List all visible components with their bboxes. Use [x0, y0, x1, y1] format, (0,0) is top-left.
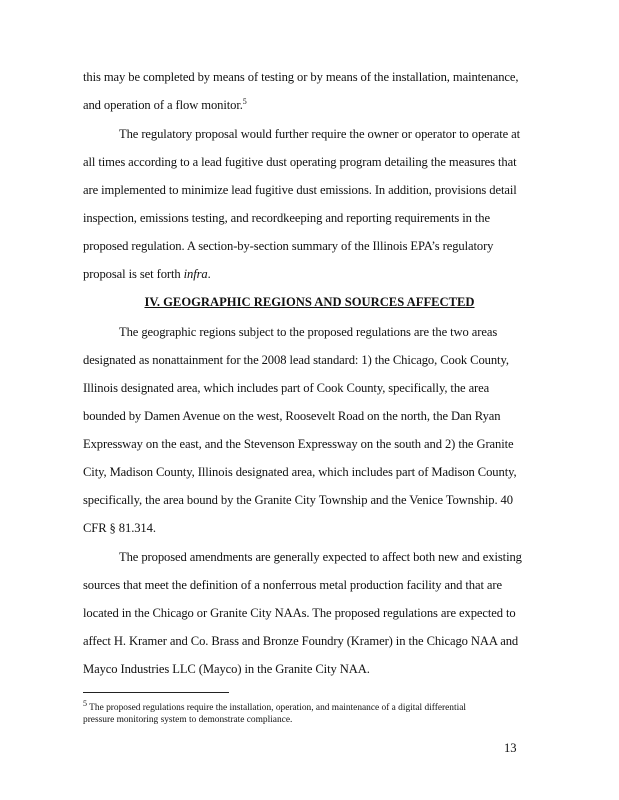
para2-line-4: inspection, emissions testing, and recordkeeping and reporting requirements in the	[83, 211, 490, 225]
footnote-ref: 5	[242, 96, 247, 106]
para2-line-6-prefix: proposal is set forth	[83, 267, 184, 281]
para4-line-3: located in the Chicago or Granite City NAAs. The proposed regulations are expected to	[83, 606, 516, 620]
para3-line-8: CFR § 81.314.	[83, 521, 156, 535]
footnote-line-2: pressure monitoring system to demonstrate compliance.	[83, 715, 293, 725]
footnote-line-1	[83, 698, 466, 714]
footnote-line-1-text: The proposed regulations require the installation, operation, and maintenance of a digital differential	[87, 703, 466, 713]
footnote-marker: 5	[83, 698, 87, 708]
para4-line-2: sources that meet the definition of a nonferrous metal production facility and that are	[83, 578, 502, 592]
para2-line-2: all times according to a lead fugitive dust operating program detailing the measures that	[83, 155, 517, 169]
para3-line-4: bounded by Damen Avenue on the west, Roosevelt Road on the north, the Dan Ryan	[83, 409, 501, 423]
para3-line-6: City, Madison County, Illinois designated area, which includes part of Madison County,	[83, 465, 517, 479]
para2-italic-infra: infra	[183, 267, 208, 281]
footnote-rule	[83, 692, 229, 693]
para1-line-1: this may be completed by means of testing or by means of the installation, maintenance,	[83, 70, 519, 84]
para2-line-6	[83, 266, 523, 282]
para1-line-2	[83, 97, 523, 113]
para2-line-3: are implemented to minimize lead fugitive dust emissions. In addition, provisions detail	[83, 183, 517, 197]
para3-line-3: Illinois designated area, which includes part of Cook County, specifically, the area	[83, 381, 490, 395]
para4-line-1: The proposed amendments are generally expected to affect both new and existing	[119, 550, 522, 564]
para3-line-2: designated as nonattainment for the 2008 lead standard: 1) the Chicago, Cook County,	[83, 353, 509, 367]
para4-line-4: affect H. Kramer and Co. Brass and Bronze Foundry (Kramer) in the Chicago NAA and	[83, 634, 519, 648]
section-heading: IV. GEOGRAPHIC REGIONS AND SOURCES AFFECTED	[144, 295, 475, 309]
para2-line-1: The regulatory proposal would further require the owner or operator to operate at	[119, 127, 521, 141]
page-number: 13	[504, 741, 517, 755]
para4-line-5: Mayco Industries LLC (Mayco) in the Granite City NAA.	[83, 662, 370, 676]
para2-line-6-suffix: .	[207, 267, 211, 281]
para3-line-1: The geographic regions subject to the proposed regulations are the two areas	[119, 325, 498, 339]
para1-line-2-text: and operation of a flow monitor.	[83, 98, 243, 112]
para3-line-5: Expressway on the east, and the Stevenson Expressway on the south and 2) the Granite	[83, 437, 514, 451]
para2-line-5: proposed regulation. A section-by-section summary of the Illinois EPA’s regulatory	[83, 239, 494, 253]
para3-line-7: specifically, the area bound by the Granite City Township and the Venice Township. 40	[83, 493, 513, 507]
